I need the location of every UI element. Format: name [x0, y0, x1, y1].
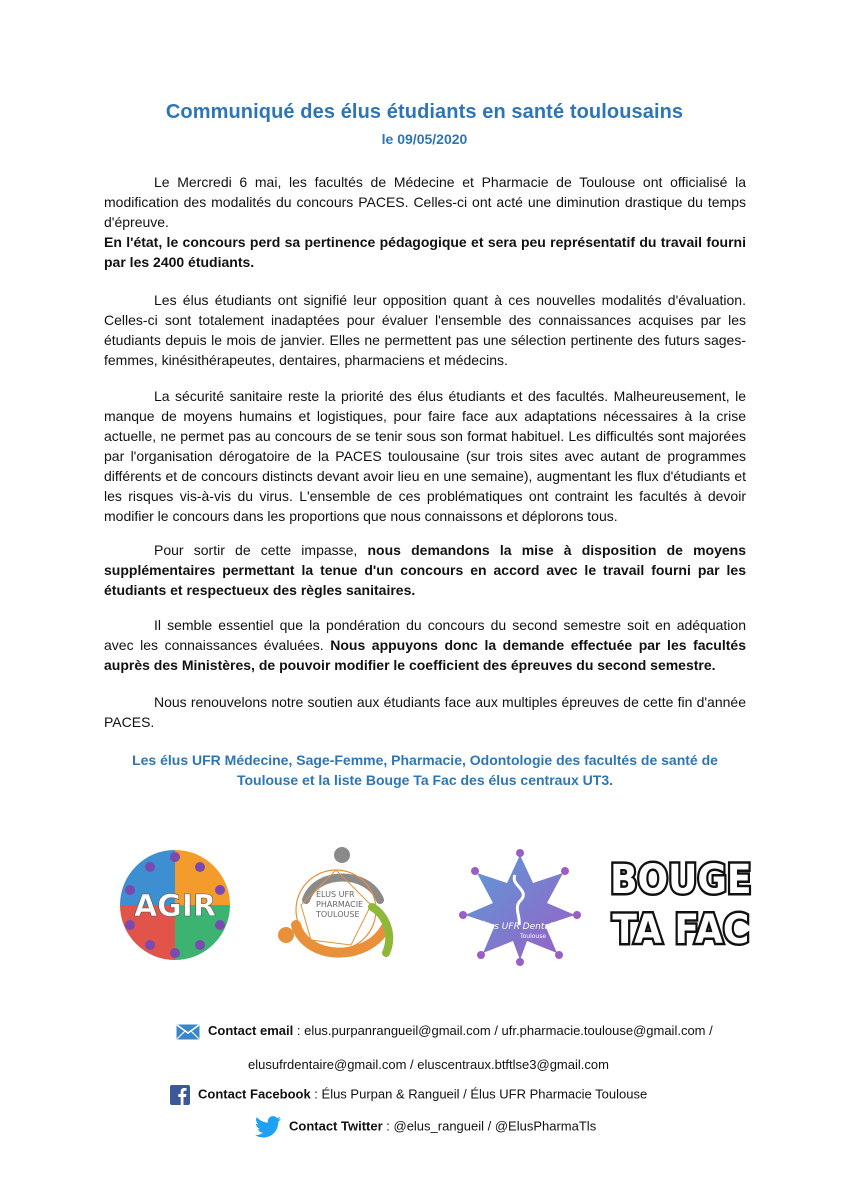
- paragraph-2-text: Les élus étudiants ont signifié leur opposition quant à ces nouvelles modalités d'évaluation. Celles-ci sont totalement inadaptées pour évaluer l'ensemble des connaissances acquises par les étudiants depuis le mois de janvier. Elles ne permettent pas une sélection pertinente des futurs sages-femmes, kinésithérapeutes, dentaires, pharmaciens et médecins.: [104, 292, 746, 368]
- paragraph-1: [104, 172, 746, 232]
- paragraph-1-text: Le Mercredi 6 mai, les facultés de Médecine et Pharmacie de Toulouse ont officialisé la modification des modalités du concours PACES. Celles-ci ont acté une diminution drastique du temps d'épreuve.: [104, 174, 746, 230]
- dentaire-logo-line1: Élus UFR Dentaire: [480, 922, 562, 932]
- paragraph-1-bold: En l'état, le concours perd sa pertinence pédagogique et sera peu représentatif du travail fourni par les 2400 étudiants.: [104, 234, 746, 270]
- facebook-icon: [170, 1085, 190, 1105]
- bouge-logo-line1: BOUGE: [610, 856, 752, 903]
- paragraph-3: [104, 386, 746, 526]
- page-date: le 09/05/2020: [381, 131, 468, 147]
- paragraph-4-bold: nous demandons la mise à disposition de moyens supplémentaires permettant la tenue d'un concours en accord avec le travail fourni par les étudiants et respectueux des règles sanitaires.: [104, 542, 746, 598]
- dentaire-logo: [455, 845, 585, 965]
- agir-logo: [110, 845, 240, 965]
- twitter-icon: [255, 1116, 281, 1138]
- pharmacie-logo-line2: PHARMACIE: [316, 900, 364, 909]
- contact-email-label: Contact email: [208, 1023, 294, 1038]
- contact-email-line: [176, 1023, 713, 1040]
- paragraph-3-text: La sécurité sanitaire reste la priorité des élus étudiants et des facultés. Malheureusement, le manque de moyens humains et logistiques, pour faire face aux adaptations nécessaires à la crise actuelle, ne permet pas au concours de se tenir sous son format habituel. Les difficultés sont majorées par l'organisation dérogatoire de la PACES toulousaine (sur trois sites avec autant de programmes différents et de concours distincts devant avoir lieu en une semaine), augmentant les flux d'étudiants et les risques vis-à-vis du virus. L'ensemble de ces problématiques ont contraint les facultés à devoir modifier le concours dans les proportions que nous connaissons et déplorons tous.: [104, 388, 746, 524]
- pharmacie-logo-line3: TOULOUSE: [316, 910, 360, 919]
- contact-email-line-2[interactable]: elusufrdentaire@gmail.com / eluscentraux.btftlse3@gmail.com: [248, 1057, 609, 1072]
- contact-facebook-value[interactable]: : Élus Purpan & Rangueil / Élus UFR Pharmacie Toulouse: [310, 1086, 648, 1102]
- paragraph-6: [104, 692, 746, 732]
- contact-facebook-label: Contact Facebook: [198, 1086, 311, 1102]
- bouge-logo-line2: TA FAC: [612, 906, 750, 953]
- paragraph-2: [104, 290, 746, 370]
- paragraph-6-text: Nous renouvelons notre soutien aux étudiants face aux multiples épreuves de cette fin d'année PACES.: [104, 694, 746, 730]
- email-icon: [176, 1024, 200, 1040]
- dentaire-logo-line2: Toulouse: [519, 933, 547, 940]
- pharmacie-logo: [276, 845, 406, 965]
- paragraph-5-bold: Nous appuyons donc la demande effectuée par les facultés auprès des Ministères, de pouvoir modifier le coefficient des épreuves du second semestre.: [104, 637, 746, 673]
- paragraph-4-text: Pour sortir de cette impasse,: [154, 542, 368, 558]
- paragraph-5: [104, 615, 746, 675]
- paragraph-4: [104, 540, 746, 600]
- contact-facebook-line: [170, 1085, 647, 1105]
- agir-logo-text: AGIR: [133, 889, 217, 924]
- bouge-ta-fac-logo: [610, 848, 752, 958]
- contact-email-value-1[interactable]: : elus.purpanrangueil@gmail.com / ufr.pharmacie.toulouse@gmail.com /: [293, 1023, 713, 1038]
- contact-twitter-label: Contact Twitter: [289, 1118, 383, 1134]
- page-title: Communiqué des élus étudiants en santé toulousains: [165, 101, 684, 123]
- pharmacie-logo-line1: ÉLUS UFR: [316, 890, 355, 899]
- contact-twitter-value[interactable]: : @elus_rangueil / @ElusPharmaTls: [382, 1118, 597, 1134]
- signature: Les élus UFR Médecine, Sage-Femme, Pharmacie, Odontologie des facultés de santé de Toulouse et la liste Bouge Ta Fac des élus centraux UT3.: [132, 752, 718, 788]
- contact-twitter-line: [255, 1116, 596, 1138]
- paragraph-5-text: Il semble essentiel que la pondération du concours du second semestre soit en adéquation avec les connaissances évaluées.: [104, 617, 746, 653]
